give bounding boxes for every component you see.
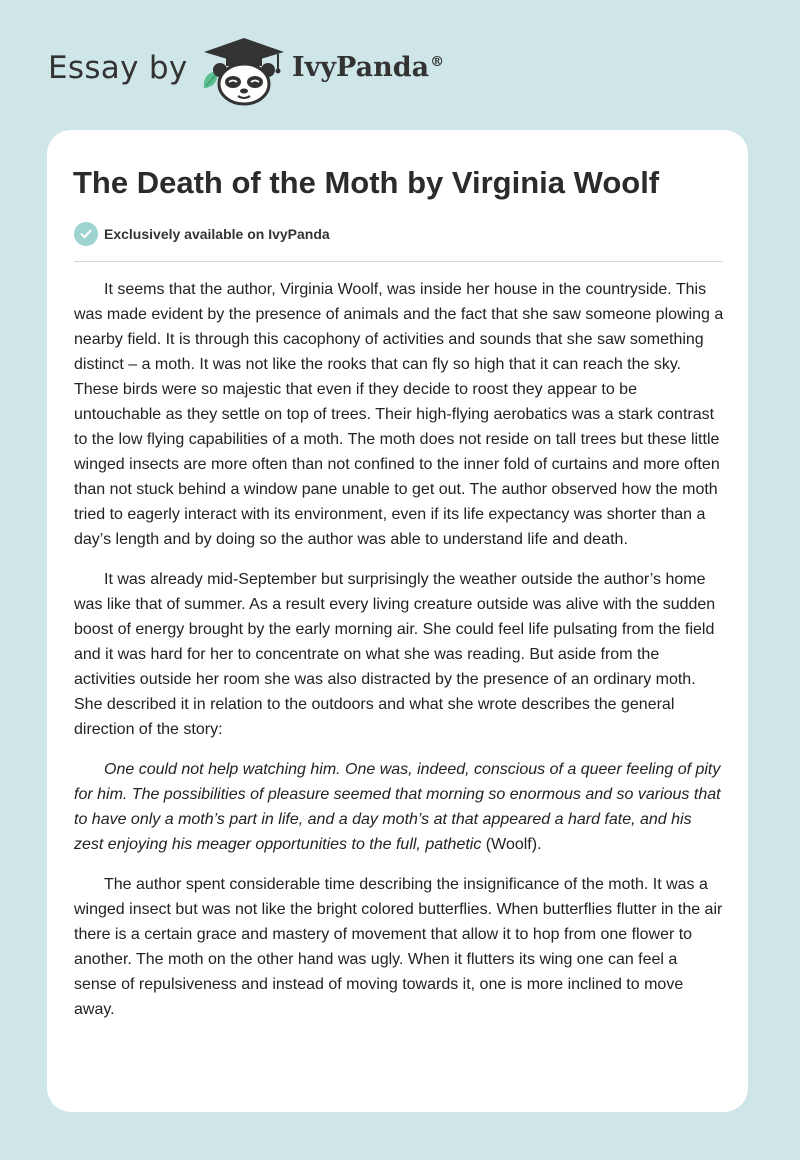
exclusive-badge-text: Exclusively available on IvyPanda	[104, 226, 330, 242]
paragraph: The author spent considerable time describing the insignificance of the moth. It was a winged insect but was not like the bright colored butterflies. When butterflies flutter in the air there is a certain grace and mastery of movement that allow it to hop from one flower to another. The moth on the other hand was ugly. When it flutters its wing one can feel a sense of repulsiveness and instead of moving towards it, one is more inclined to move away.	[74, 876, 723, 1018]
registered-mark: ®	[430, 54, 445, 70]
brand-name: IvyPanda	[292, 52, 430, 83]
quote-citation: (Woolf).	[481, 836, 542, 853]
check-circle-icon	[74, 222, 98, 246]
quote-text: One could not help watching him. One was, indeed, conscious of a queer feeling of pity for him. The possibilities of pleasure seemed that morning so enormous and so various that to have only a moth’s part in life, and a day moth’s at that appeared a hard fate, and his zest enjoying his meager opportunities to the full, pathetic	[74, 761, 721, 853]
ivypanda-logo[interactable]	[292, 52, 444, 83]
essay-card	[47, 130, 748, 1112]
paragraph: It was already mid-September but surprisingly the weather outside the author’s home was like that of summer. As a result every living creature outside was alive with the sudden boost of energy brought by the early morning air. She could feel life pulsating from the field and it was hard for her to concentrate on what she was reading. But aside from the activities outside her room she was also distracted by the presence of an ordinary moth. She described it in relation to the outdoors and what she wrote describes the general direction of the story:	[74, 571, 716, 738]
essay-title: The Death of the Moth by Virginia Woolf	[73, 165, 660, 200]
essay-body	[74, 277, 724, 1037]
exclusive-badge	[74, 222, 330, 246]
panda-graduate-icon	[200, 36, 288, 108]
essay-by-label: Essay by	[48, 50, 188, 86]
paragraph: It seems that the author, Virginia Woolf, was inside her house in the countryside. This was made evident by the presence of animals and the fact that she saw someone plowing a nearby field. It is through this cacophony of activities and sounds that she saw something distinct – a moth. It was not like the rooks that can fly so high that it can reach the sky. These birds were so majestic that even if they decide to roost they appear to be untouchable as they settle on top of trees. Their high-flying aerobatics was a stark contrast to the low flying capabilities of a moth. The moth does not reside on tall trees but these little winged insects are more often than not confined to the inner fold of curtains and more often than not stuck behind a window pane unable to get out. The author observed how the moth tried to eagerly interact with its environment, even if its life expectancy was shorter than a day’s length and by doing so the author was able to understand life and death.	[74, 281, 724, 548]
block-quote	[74, 757, 724, 857]
site-header	[0, 0, 800, 130]
divider	[74, 261, 723, 262]
